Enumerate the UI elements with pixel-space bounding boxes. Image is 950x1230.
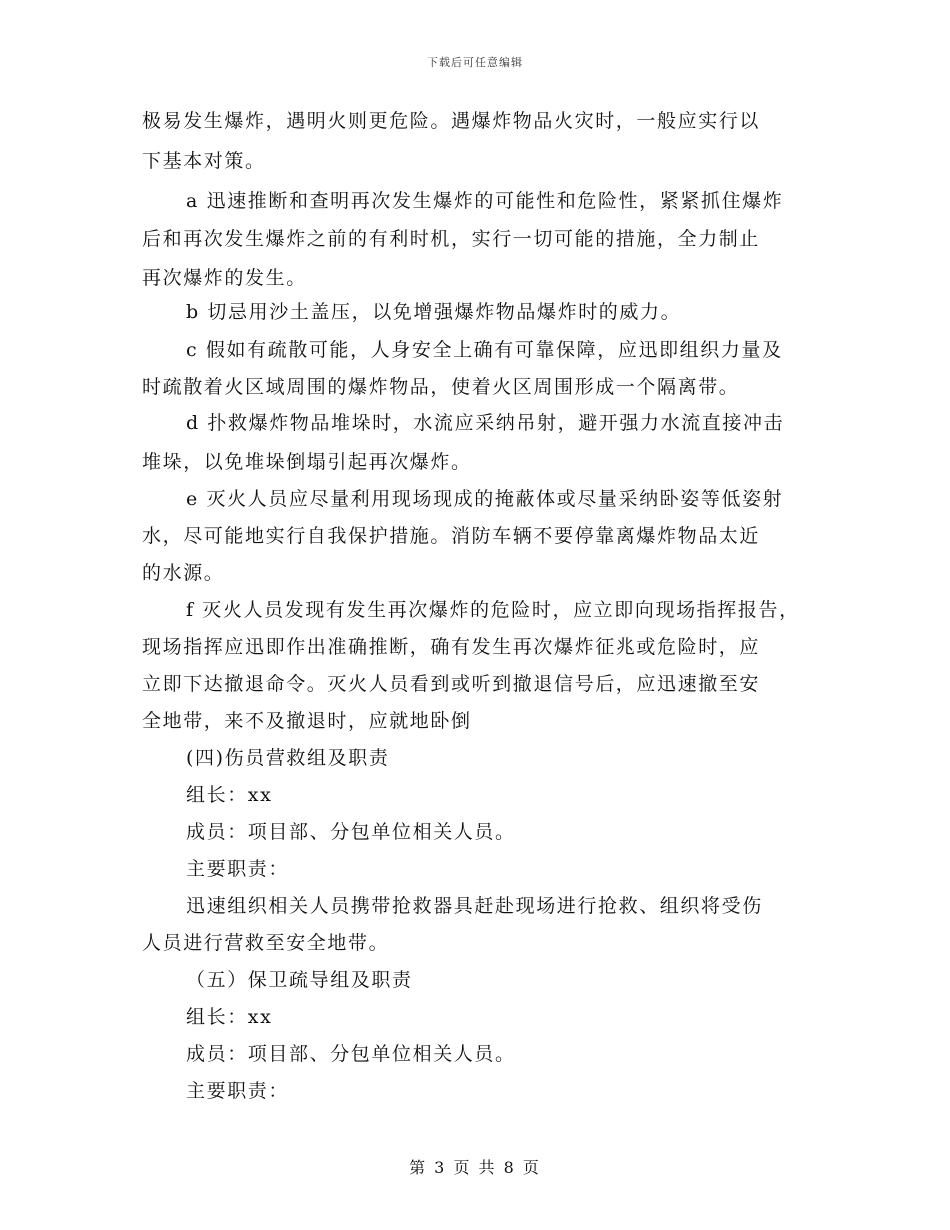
paragraph-line: 成员：项目部、分包单位相关人员。 <box>186 1043 516 1065</box>
paragraph-line: 现场指挥应迅即作出准确推断，确有发生再次爆炸征兆或危险时，应 <box>142 636 761 658</box>
paragraph-line: f 灭火人员发现有发生再次爆炸的危险时，应立即向现场指挥报告， <box>186 599 800 621</box>
paragraph-line: 极易发生爆炸，遇明火则更危险。遇爆炸物品火灾时，一般应实行以 <box>142 110 761 132</box>
paragraph-line: e 灭火人员应尽量利用现场现成的掩蔽体或尽量采纳卧姿等低姿射 <box>186 488 784 510</box>
paragraph-line: 主要职责： <box>186 1080 290 1102</box>
paragraph-line: 主要职责： <box>186 858 290 880</box>
paragraph-line: 立即下达撤退命令。灭火人员看到或听到撤退信号后，应迅速撤至安 <box>142 673 761 695</box>
paragraph-line: 的水源。 <box>142 562 225 584</box>
section-heading: （五）保卫疏导组及职责 <box>186 969 413 991</box>
paragraph-line: a 迅速推断和查明再次发生爆炸的可能性和危险性，紧紧抓住爆炸 <box>186 190 784 212</box>
page-header: 下载后可任意编辑 <box>427 56 523 69</box>
paragraph-line: d 扑救爆炸物品堆垛时，水流应采纳吊射，避开强力水流直接冲击 <box>186 412 785 434</box>
paragraph-line: 成员：项目部、分包单位相关人员。 <box>186 821 516 843</box>
paragraph-line: 组长：xx <box>186 1006 273 1028</box>
paragraph-line: 组长：xx <box>186 784 273 806</box>
paragraph-line: 后和再次发生爆炸之前的有利时机，实行一切可能的措施，全力制止 <box>142 228 761 250</box>
paragraph-line: 堆垛，以免堆垛倒塌引起再次爆炸。 <box>142 451 472 473</box>
paragraph-line: c 假如有疏散可能，人身安全上确有可靠保障，应迅即组织力量及 <box>186 339 783 361</box>
section-heading: (四)伤员营救组及职责 <box>186 747 390 769</box>
paragraph-line: 迅速组织相关人员携带抢救器具赶赴现场进行抢救、组织将受伤 <box>186 895 763 917</box>
paragraph-line: 水，尽可能地实行自我保护措施。消防车辆不要停靠离爆炸物品太近 <box>142 525 761 547</box>
page-number-footer: 第 3 页 共 8 页 <box>409 1158 541 1177</box>
paragraph-line: 下基本对策。 <box>142 150 266 172</box>
paragraph-line: 时疏散着火区域周围的爆炸物品，使着火区周围形成一个隔离带。 <box>142 376 740 398</box>
paragraph-line: 人员进行营救至安全地带。 <box>142 932 390 954</box>
paragraph-line: 全地带，来不及撤退时，应就地卧倒 <box>142 710 472 732</box>
paragraph-line: b 切忌用沙土盖压，以免增强爆炸物品爆炸时的威力。 <box>186 301 682 323</box>
paragraph-line: 再次爆炸的发生。 <box>142 267 307 289</box>
